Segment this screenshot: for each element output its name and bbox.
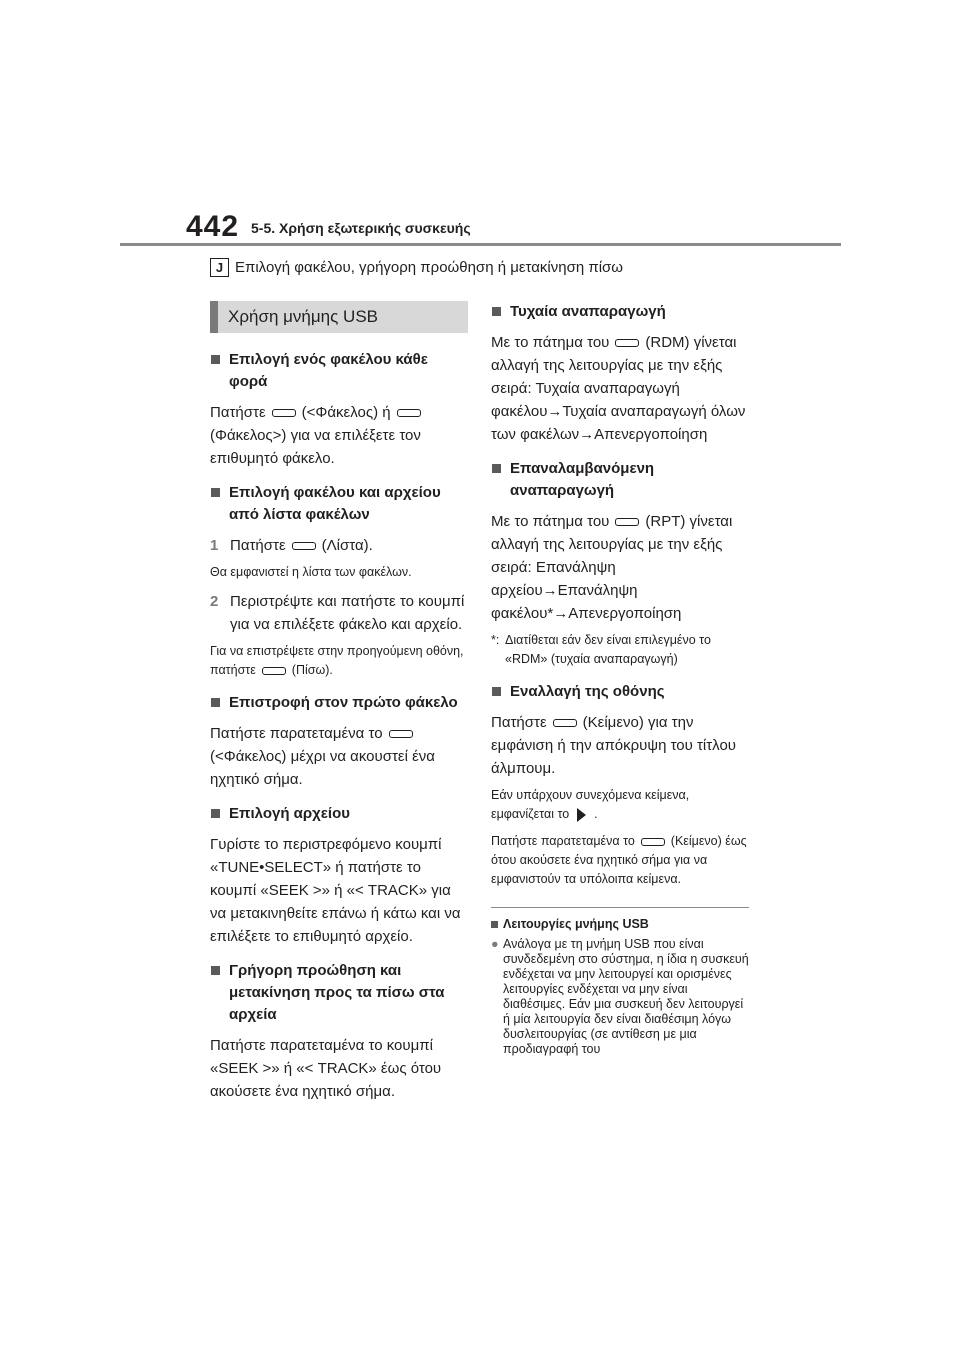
divider: [491, 907, 749, 908]
round-bullet-icon: ●: [491, 937, 499, 951]
button-icon: [262, 667, 286, 675]
right-column: [491, 301, 749, 1057]
left-column: [210, 301, 468, 1109]
square-bullet-icon: [211, 698, 220, 707]
button-icon: [615, 339, 639, 347]
paragraph: Με το πάτημα του (RPT) γίνεται αλλαγή της λειτουργίας με την εξής σειρά: Επανάληψη αρχείου→Επανάληψη φακέλου*→Απενεργοποίηση: [491, 513, 733, 622]
button-icon: [272, 409, 296, 417]
play-arrow-icon: [577, 808, 586, 822]
square-bullet-icon: [492, 464, 501, 473]
paragraph: Πατήστε παρατεταμένα το(<Φάκελος) μέχρι να ακουστεί ένα ηχητικό σήμα.: [210, 725, 435, 788]
section-title: 5-5. Χρήση εξωτερικής συσκευής: [251, 220, 471, 236]
note-item: ● Ανάλογα με τη μνήμη USB που είναι συνδεδεμένη στο σύστημα, η ίδια η συσκευή ενδέχεται να μην λειτουργεί και ορισμένες λειτουργίες ενδέχεται να μην είναι διαθέσιμες. Εάν μια συσκευή δεν λειτουργεί ή μία λειτουργία δεν είναι διαθέσιμη λόγω δυσλειτουργίας (σε αντίθεση με μια προδιαγραφή του: [491, 937, 749, 1056]
text-note: Πατήστε παρατεταμένα το (Κείμενο) έως ότου ακούσετε ένα ηχητικό σήμα για να εμφανιστούν τα υπόλοιπα κείμενα.: [491, 834, 747, 886]
subsection-heading: Εναλλαγή της οθόνης: [491, 681, 749, 703]
usb-memory-heading: [210, 301, 468, 333]
paragraph: Με το πάτημα του (RDM) γίνεται αλλαγή της λειτουργίας με την εξής σειρά: Τυχαία αναπαραγωγή φακέλου→Τυχαία αναπαραγωγή όλων των φακέλων→Απενεργοποίηση: [491, 334, 746, 443]
step-2: 2 Περιστρέψτε και πατήστε το κουμπί για να επιλέξετε φάκελο και αρχείο.: [210, 590, 468, 636]
square-bullet-icon: [211, 355, 220, 364]
subsection-heading: Επιλογή φακέλου και αρχείου από λίστα φακέλων: [210, 482, 468, 526]
step-number: 2: [210, 593, 219, 610]
paragraph: Πατήστε (<Φάκελος) ή(Φάκελος>) για να επιλέξετε τον επιθυμητό φάκελο.: [210, 404, 421, 467]
text-note: Εάν υπάρχουν συνεχόμενα κείμενα, εμφανίζεται το .: [491, 788, 690, 821]
heading-bar: [210, 301, 218, 333]
step-1: 1 Πατήστε (Λίστα).: [210, 534, 468, 557]
subsection-heading: Επιστροφή στον πρώτο φάκελο: [210, 692, 468, 714]
subsection-heading: Επιλογή αρχείου: [210, 803, 468, 825]
square-bullet-icon: [491, 921, 498, 928]
step-number: 1: [210, 537, 219, 554]
paragraph: Πατήστε (Κείμενο) για την εμφάνιση ή την απόκρυψη του τίτλου άλμπουμ.: [491, 714, 737, 777]
header-rule: [120, 243, 841, 246]
subsection-heading: Επιλογή ενός φακέλου κάθε φορά: [210, 349, 468, 393]
paragraph: Γυρίστε το περιστρεφόμενο κουμπί «TUNE•SELECT» ή πατήστε το κουμπί «SEEK >» ή «< TRACK» για να μετακινηθείτε επάνω ή κάτω και να επιλέξετε το επιθυμητό αρχείο.: [210, 836, 461, 945]
button-icon: [389, 730, 413, 738]
step-note: Θα εμφανιστεί η λίστα των φακέλων.: [210, 565, 412, 579]
square-bullet-icon: [211, 488, 220, 497]
square-bullet-icon: [492, 687, 501, 696]
button-icon: [553, 719, 577, 727]
button-icon: [641, 838, 665, 846]
intro-line: [210, 258, 623, 277]
footnote-mark: *:: [491, 633, 500, 647]
paragraph: Πατήστε παρατεταμένα το κουμπί «SEEK >» ή «< TRACK» έως ότου ακούσετε ένα ηχητικό σήμα.: [210, 1037, 442, 1100]
heading-text: Χρήση μνήμης USB: [228, 307, 379, 326]
intro-text: Επιλογή φακέλου, γρήγορη προώθηση ή μετακίνηση πίσω: [235, 259, 624, 276]
subsection-heading: Γρήγορη προώθηση και μετακίνηση προς τα πίσω στα αρχεία: [210, 960, 468, 1026]
step-letter-marker: J: [210, 258, 229, 277]
footnote: *: Διατίθεται εάν δεν είναι επιλεγμένο το «RDM» (τυχαία αναπαραγωγή): [491, 631, 749, 669]
square-bullet-icon: [211, 809, 220, 818]
subsection-heading: Τυχαία αναπαραγωγή: [491, 301, 749, 323]
subsection-heading: Επαναλαμβανόμενη αναπαραγωγή: [491, 458, 749, 502]
square-bullet-icon: [211, 966, 220, 975]
page-number: 442: [186, 210, 240, 243]
button-icon: [615, 518, 639, 526]
back-note: Για να επιστρέψετε στην προηγούμενη οθόνη, πατήστε (Πίσω).: [210, 644, 464, 677]
button-icon: [397, 409, 421, 417]
note-heading: Λειτουργίες μνήμης USB: [491, 916, 749, 933]
square-bullet-icon: [492, 307, 501, 316]
button-icon: [292, 542, 316, 550]
